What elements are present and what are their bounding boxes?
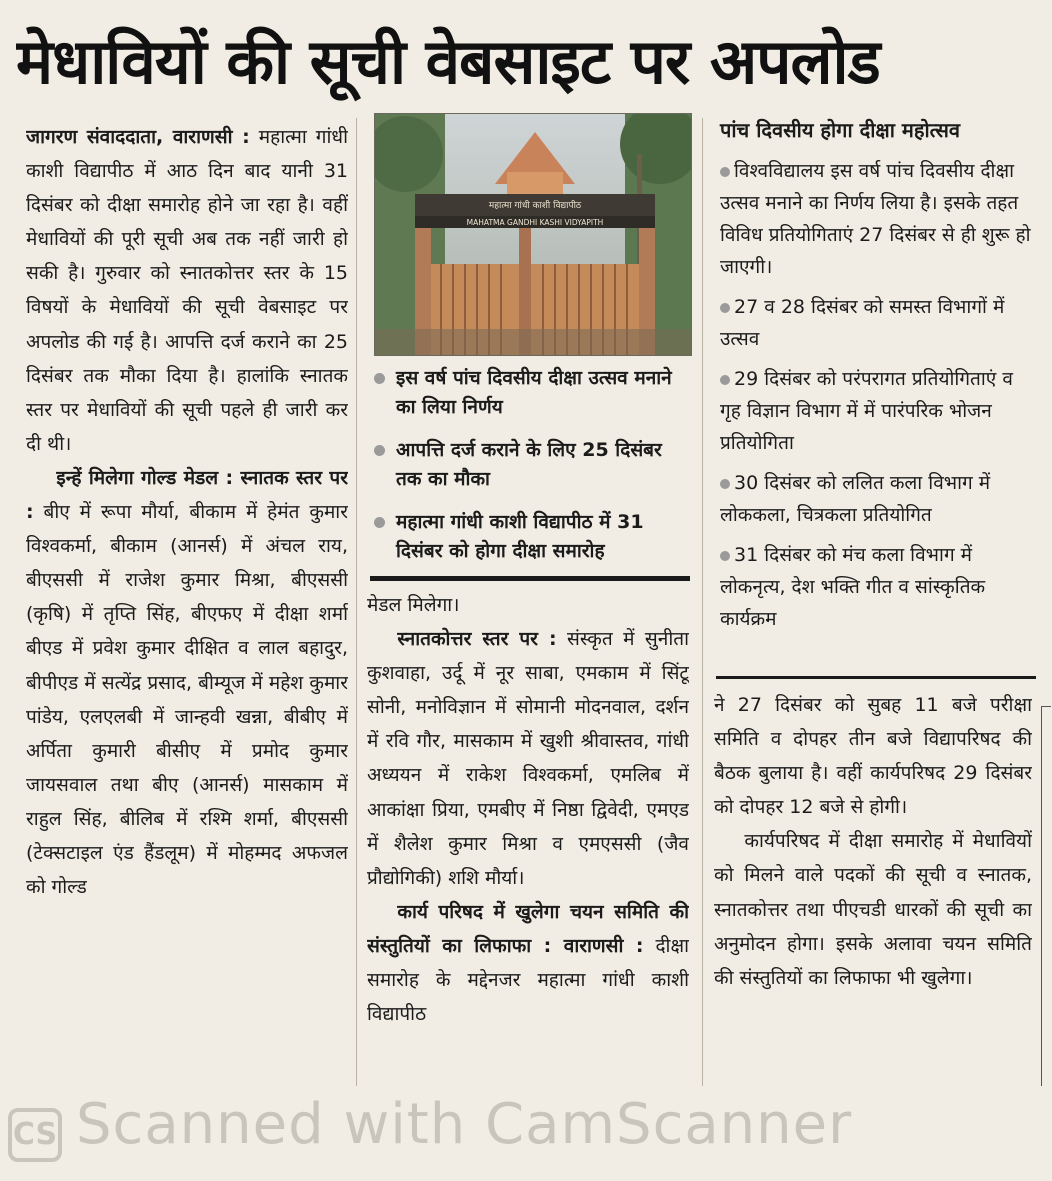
sidebar-item: 27 व 28 दिसंबर को समस्त विभागों में उत्सव [720,296,1005,350]
highlights-divider [370,576,690,581]
gold-medal-text: बीए में रूपा मौर्या, बीकाम में हेमंत कुमार विश्वकर्मा, बीकाम (आनर्स) में अंचल राय, बीएससी में राजेश कुमार मिश्रा, बीएससी (कृषि) में तृप्ति सिंह, बीएफए में दीक्षा शर्मा बीएड में प्रवेश कुमार दीक्षित व लाल बहादुर, बीपीएड में सत्येंद्र प्रसाद, बीम्यूज में महेश कुमार पांडेय, एलएलबी में जान्हवी खन्ना, बीबीए में अर्पिता कुमारी बीसीए में प्रमोद कुमार जायसवाल तथा बीए (आनर्स) मासकाम में राहुल सिंह, बीलिब में रश्मि शर्मा, बीएससी (टेक्सटाइल एंड हैंडलूम) में मोहम्मद अफजल को गोल्ड [26,501,348,899]
byline: जागरण संवाददाता, वाराणसी : [26,126,250,148]
scanner-watermark: Scanned with CamScanner [76,1092,853,1157]
highlight-item: आपत्ति दर्ज कराने के लिए 25 दिसंबर तक का मौका [370,436,690,494]
continued-text: मेडल मिलेगा। [367,594,460,616]
highlight-item: इस वर्ष पांच दिवसीय दीक्षा उत्सव मनाने का लिया निर्णय [370,364,690,422]
bullet-icon [720,167,730,177]
bullet-icon [720,303,730,313]
gate-sign-english: MAHATMA GANDHI KASHI VIDYAPITH [466,218,604,227]
intro-paragraph [26,120,348,461]
bullet-icon [720,479,730,489]
sidebar-item: विश्वविद्यालय इस वर्ष पांच दिवसीय दीक्षा उत्सव मनाने का निर्णय लिया है। इसके तहत विविध प्रतियोगिताएं 27 दिसंबर से ही शुरू हो जाएगी। [720,160,1031,278]
highlights-list [370,364,690,576]
bullet-icon [374,517,385,528]
sidebar-divider [716,676,1036,679]
envelope-text: दीक्षा समारोह के मद्देनजर महात्मा गांधी काशी विद्यापीठ [367,934,689,1026]
gold-medal-paragraph [26,461,348,904]
intro-text: महात्मा गांधी काशी विद्यापीठ में आठ दिन बाद यानी 31 दिसंबर को दीक्षा समारोह होने जा रहा है। वहीं मेधावियों की पूरी सूची अब तक नहीं जारी हो सकी है। गुरुवार को स्नातकोत्तर स्तर के 15 विषयों के मेधावियों की सूची वेबसाइट पर अपलोड की गई है। आपत्ति दर्ज कराने का 25 दिसंबर तक मौका दिया है। हालांकि स्नातक स्तर पर मेधावियों की सूची पहले ही जारी कर दी थी। [26,126,348,455]
article-column-2 [367,588,689,1085]
university-gate-photo [374,113,692,356]
meeting-paragraph: ने 27 दिसंबर को सुबह 11 बजे परीक्षा समिति व दोपहर तीन बजे विद्यापरिषद की बैठक बुलाया है। वहीं कार्यपरिषद 29 दिसंबर को दोपहर 12 बजे से होगी। [714,694,1032,819]
sidebar-item: 29 दिसंबर को परंपरागत प्रतियोगिताएं व गृह विज्ञान विभाग में में पारंपरिक भोजन प्रतियोगिता [720,368,1013,454]
pg-text: संस्कृत में सुनीता कुशवाहा, उर्दू में नूर साबा, एमकाम में सिंटू सोनी, मनोविज्ञान में सोमानी मोदनवाल, दर्शन में रवि गौर, मासकाम में खुशी श्रीवास्तव, गांधी अध्ययन में राकेश विश्वकर्मा, एमलिब में आकांक्षा प्रिया, एमबीए में निष्ठा द्विवेदी, एमएड में शैलेश कुमार मिश्रा व एमएससी (जैव प्रौद्योगिकी) शशि मौर्या। [367,628,689,889]
article-column-3 [714,688,1032,1085]
column-divider-left [356,118,357,1086]
bullet-icon [720,551,730,561]
article-column-1 [26,120,348,1085]
sidebar-item: 31 दिसंबर को मंच कला विभाग में लोकनृत्य, देश भक्ति गीत व सांस्कृतिक कार्यक्रम [720,544,986,630]
sidebar-list [716,155,1036,635]
sidebar-box [716,113,1036,673]
camscanner-logo-icon: CS [8,1108,62,1162]
highlight-item: महात्मा गांधी काशी विद्यापीठ में 31 दिसंबर को होगा दीक्षा समारोह [370,508,690,566]
pg-heading: स्नातकोत्तर स्तर पर : [397,628,557,651]
bullet-icon [720,375,730,385]
page-edge-tick [1041,706,1051,707]
bullet-icon [374,373,385,384]
pg-paragraph [367,622,689,895]
sidebar-item: 30 दिसंबर को ललित कला विभाग में लोककला, चित्रकला प्रतियोगित [720,472,991,526]
page-edge-rule [1041,706,1042,1086]
bullet-icon [374,445,385,456]
sidebar-title: पांच दिवसीय होगा दीक्षा महोत्सव [720,118,960,142]
gate-sign-hindi: महात्मा गांधी काशी विद्यापीठ [488,201,582,211]
envelope-paragraph [367,895,689,1031]
column-divider-right [702,118,703,1086]
approval-paragraph: कार्यपरिषद में दीक्षा समारोह में मेधावियों को मिलने वाले पदकों की सूची व स्नातक, स्नातकोत्तर तथा पीएचडी धारकों की सूची का अनुमोदन होगा। इसके अलावा चयन समिति की संस्तुतियों का लिफाफा भी खुलेगा। [714,830,1032,989]
gold-medal-heading: इन्हें मिलेगा गोल्ड मेडल : स्नातक स्तर पर : [26,466,348,524]
envelope-heading: कार्य परिषद में खुलेगा चयन समिति की संस्तुतियों का लिफाफा : वाराणसी : [367,900,689,957]
headline: मेधावियों की सूची वेबसाइट पर अपलोड [16,25,880,98]
